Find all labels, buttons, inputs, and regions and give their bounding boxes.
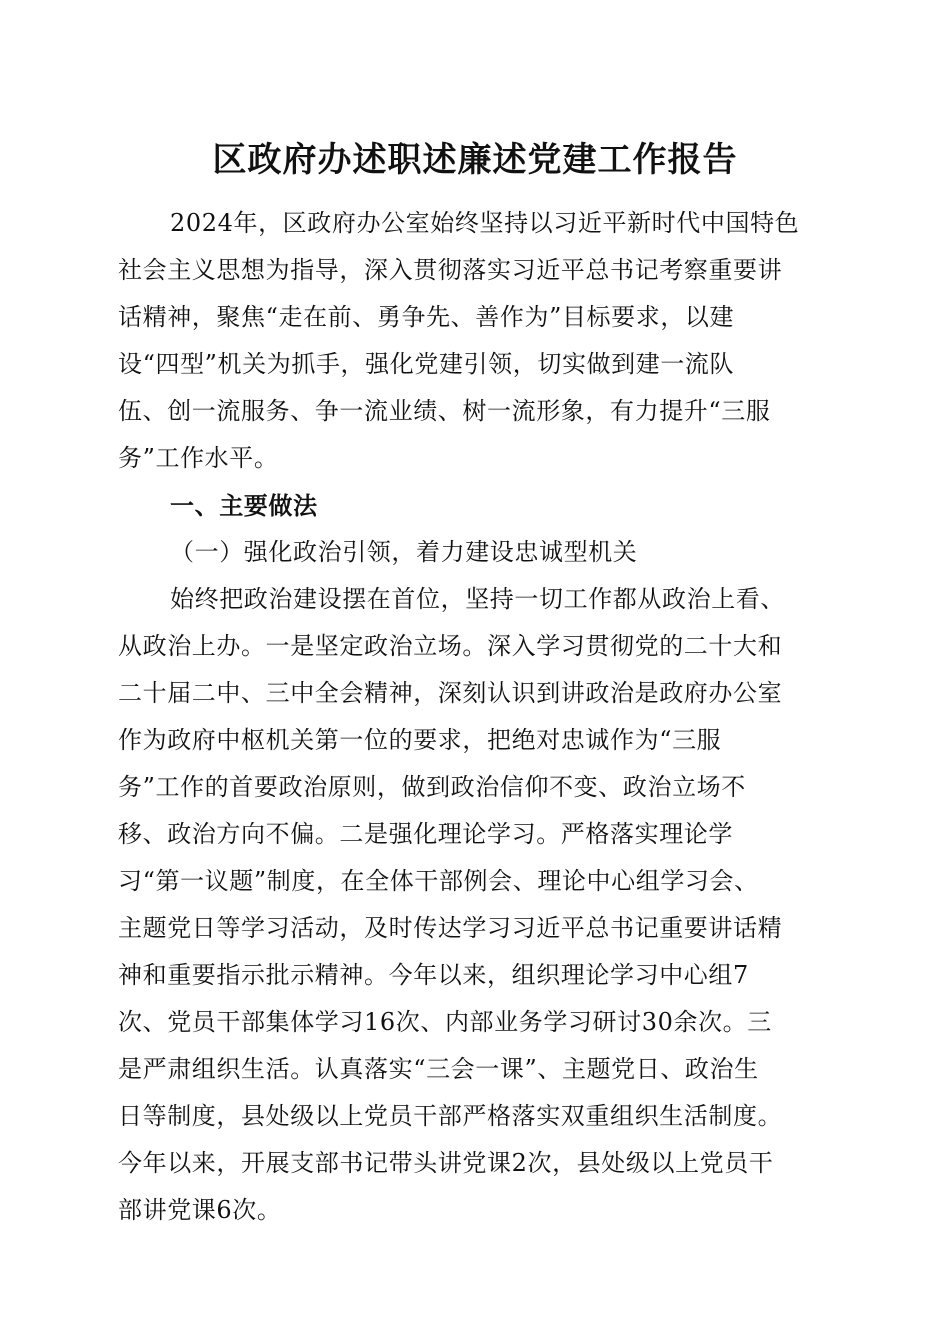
paragraph-line: 务”工作的首要政治原则，做到政治信仰不变、政治立场不 <box>118 773 746 801</box>
paragraph-line: 2024年，区政府办公室始终坚持以习近平新时代中国特色 <box>170 209 800 237</box>
paragraph-line: 作为政府中枢机关第一位的要求，把绝对忠诚作为“三服 <box>118 726 722 754</box>
paragraph-line: 务”工作水平。 <box>118 444 279 472</box>
paragraph-line: 主题党日等学习活动，及时传达学习习近平总书记重要讲话精 <box>118 914 783 942</box>
paragraph-line: 话精神，聚焦“走在前、勇争先、善作为”目标要求，以建 <box>118 303 735 331</box>
paragraph-line: 神和重要指示批示精神。今年以来，组织理论学习中心组7 <box>118 961 749 989</box>
paragraph-line: 部讲党课6次。 <box>118 1196 282 1224</box>
paragraph-line: 今年以来，开展支部书记带头讲党课2次，县处级以上党员干 <box>118 1149 774 1177</box>
paragraph-line: 社会主义思想为指导，深入贯彻落实习近平总书记考察重要讲 <box>118 256 783 284</box>
paragraph-line: 伍、创一流服务、争一流业绩、树一流形象，有力提升“三服 <box>118 397 771 425</box>
paragraph-line: 次、党员干部集体学习16次、内部业务学习研讨30余次。三 <box>118 1008 772 1036</box>
paragraph-line: 二十届二中、三中全会精神，深刻认识到讲政治是政府办公室 <box>118 679 783 707</box>
section-heading: 一、主要做法 <box>170 491 318 520</box>
subsection-heading: （一）强化政治引领，着力建设忠诚型机关 <box>170 538 638 566</box>
paragraph-line: 设“四型”机关为抓手，强化党建引领，切实做到建一流队 <box>118 350 735 378</box>
paragraph-line: 日等制度，县处级以上党员干部严格落实双重组织生活制度。 <box>118 1102 783 1130</box>
paragraph-line: 习“第一议题”制度，在全体干部例会、理论中心组学习会、 <box>118 867 759 895</box>
paragraph-line: 始终把政治建设摆在首位，坚持一切工作都从政治上看、 <box>170 585 785 613</box>
paragraph-line: 移、政治方向不偏。二是强化理论学习。严格落实理论学 <box>118 820 733 848</box>
document-body <box>118 200 818 1234</box>
paragraph-line: 从政治上办。一是坚定政治立场。深入学习贯彻党的二十大和 <box>118 632 783 660</box>
document-title: 区政府办述职述廉述党建工作报告 <box>212 140 738 180</box>
paragraph-line: 是严肃组织生活。认真落实“三会一课”、主题党日、政治生 <box>118 1055 759 1083</box>
